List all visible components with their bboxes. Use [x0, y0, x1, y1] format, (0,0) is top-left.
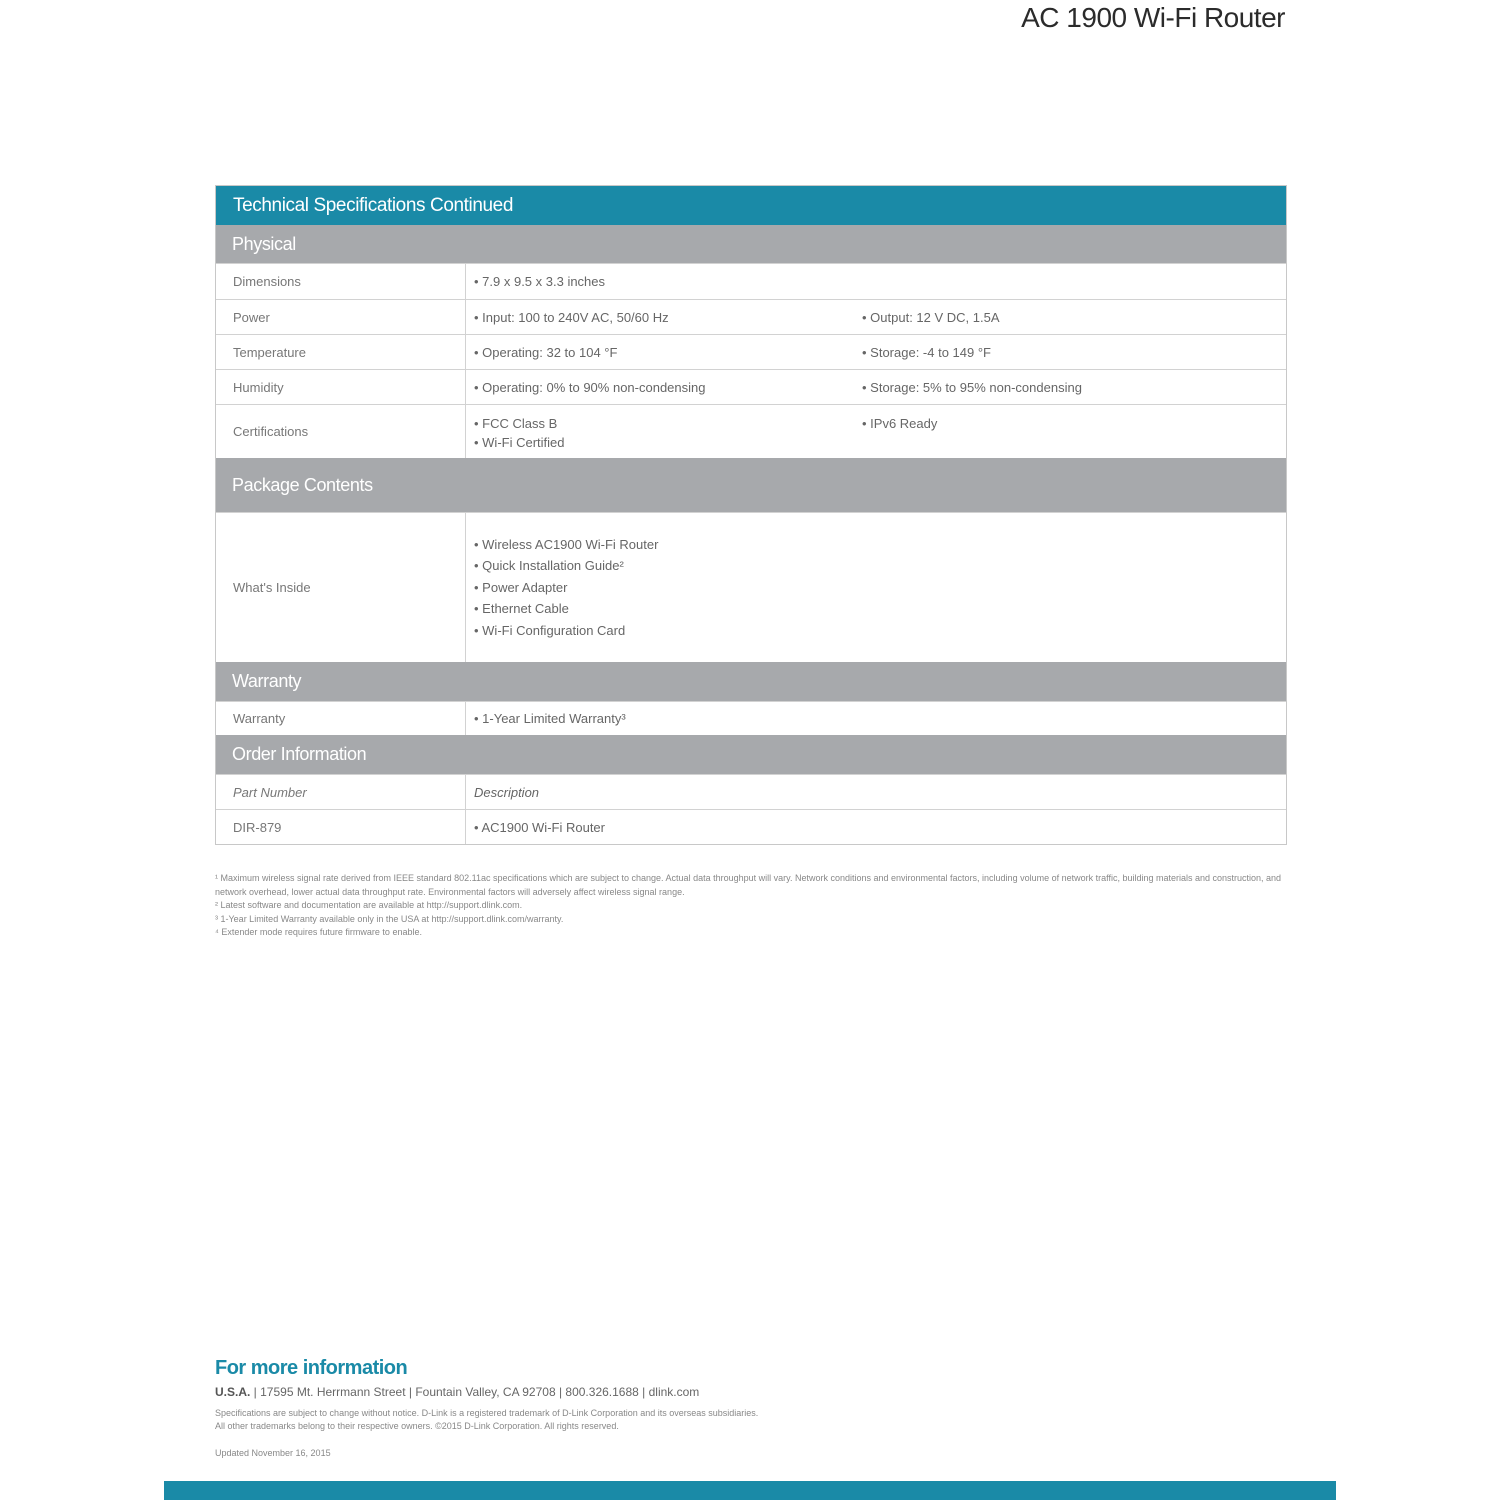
row-value: • 7.9 x 9.5 x 3.3 inches — [474, 274, 606, 289]
spec-table — [215, 185, 1287, 845]
footnote: ³ 1-Year Limited Warranty available only in the USA at http://support.dlink.com/warranty. — [215, 913, 564, 924]
legal-line: All other trademarks belong to their respective owners. ©2015 D-Link Corporation. All rights reserved. — [215, 1420, 619, 1431]
section-heading-physical: Physical — [216, 225, 1286, 263]
row-value-secondary: • Storage: 5% to 95% non-condensing — [862, 379, 1082, 395]
row-value: • Operating: 32 to 104 °F — [474, 344, 618, 360]
row-value: • AC1900 Wi-Fi Router — [474, 819, 605, 835]
row-label: Humidity — [216, 370, 466, 404]
spec-row-order-header — [216, 774, 1286, 809]
row-label: DIR-879 — [216, 810, 466, 844]
list-item: • FCC Class B — [474, 416, 558, 431]
legal-notice — [215, 1407, 855, 1432]
list-item: • Ethernet Cable — [474, 601, 569, 617]
spec-row-temperature — [216, 334, 1286, 369]
legal-line: Specifications are subject to change without notice. D-Link is a registered trademark of D-Link Corporation and its overseas subsidiaries. — [215, 1408, 759, 1418]
footnote: ² Latest software and documentation are available at http://support.dlink.com. — [215, 900, 523, 910]
row-value: • Input: 100 to 240V AC, 50/60 Hz — [474, 309, 669, 325]
row-label: Temperature — [216, 335, 466, 369]
spec-row-humidity — [216, 369, 1286, 404]
footnotes — [215, 872, 1285, 940]
row-value-secondary: • Storage: -4 to 149 °F — [862, 344, 991, 360]
list-item: • Wireless AC1900 Wi-Fi Router — [474, 536, 659, 552]
row-label: Part Number — [216, 775, 466, 809]
spec-row-power — [216, 299, 1286, 334]
row-value-secondary: • Output: 12 V DC, 1.5A — [862, 309, 1000, 325]
list-item: • Quick Installation Guide² — [474, 558, 624, 574]
footer-accent-bar — [164, 1481, 1336, 1500]
list-item: • Wi-Fi Certified — [474, 435, 565, 450]
spec-row-warranty — [216, 701, 1286, 735]
spec-row-whats-inside — [216, 512, 1286, 662]
row-label: Warranty — [216, 702, 466, 735]
row-value-secondary: • IPv6 Ready — [862, 416, 938, 431]
section-heading-order: Order Information — [216, 735, 1286, 774]
section-heading-warranty: Warranty — [216, 662, 1286, 701]
contact-line — [215, 1385, 699, 1399]
footnote: ¹ Maximum wireless signal rate derived from IEEE standard 802.11ac specifications which are subject to change. Actual data throughput will vary. Network conditions and environmental factors, including volume of network traffic, building materials and construction, and network overhead, lower actual data throughput rate. Environmental factors will adversely affect wireless signal range. — [215, 873, 1282, 897]
row-value: • 1-Year Limited Warranty³ — [474, 711, 626, 726]
row-label: Power — [216, 300, 466, 334]
row-value: Description — [474, 784, 540, 800]
row-label: What's Inside — [216, 513, 466, 662]
row-label: Certifications — [216, 405, 466, 458]
spec-row-certifications — [216, 404, 1286, 458]
contact-details: | 17595 Mt. Herrmann Street | Fountain Valley, CA 92708 | 800.326.1688 | dlink.com — [250, 1385, 700, 1399]
list-item: • Wi-Fi Configuration Card — [474, 622, 626, 638]
row-label: Dimensions — [216, 264, 466, 299]
footnote: ⁴ Extender mode requires future firmware to enable. — [215, 927, 422, 937]
table-title: Technical Specifications Continued — [216, 186, 1286, 225]
list-item: • Power Adapter — [474, 579, 568, 595]
updated-date: Updated November 16, 2015 — [215, 1448, 331, 1458]
section-heading-package: Package Contents — [216, 458, 1286, 512]
spec-row-dimensions — [216, 263, 1286, 299]
more-info-heading: For more information — [215, 1357, 408, 1379]
row-value: • Operating: 0% to 90% non-condensing — [474, 379, 706, 395]
spec-row-dir-879 — [216, 809, 1286, 844]
document-title: AC 1900 Wi-Fi Router — [1021, 2, 1285, 33]
country-label: U.S.A. — [215, 1385, 251, 1399]
